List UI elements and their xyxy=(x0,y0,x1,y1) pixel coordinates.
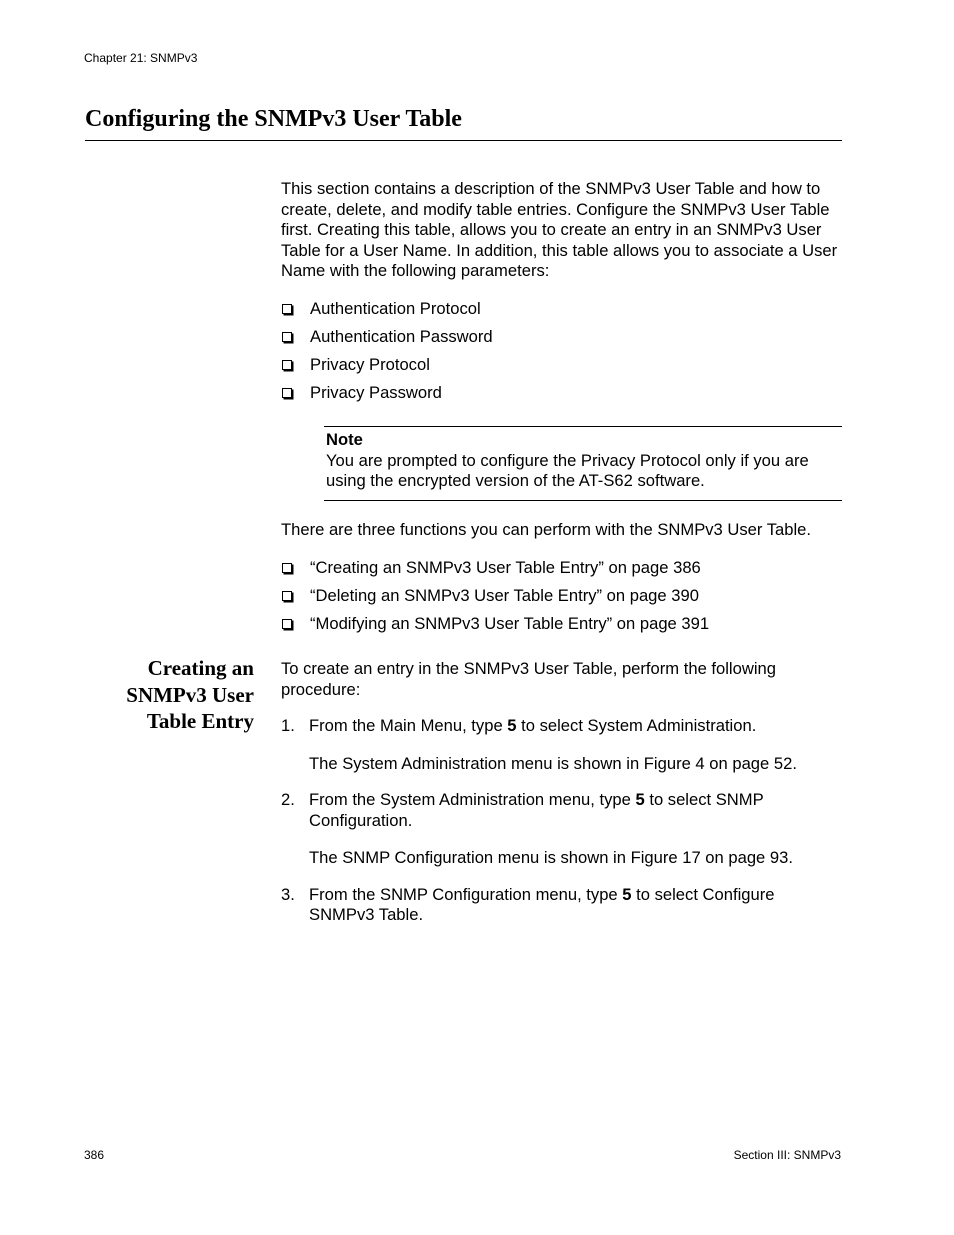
cross-reference-link[interactable]: “Creating an SNMPv3 User Table Entry” on page 386 xyxy=(310,557,701,577)
step-number: 3. xyxy=(281,884,295,904)
page-number: 386 xyxy=(84,1148,105,1162)
checkbox-bullet-icon xyxy=(282,332,292,342)
list-item: Authentication Password xyxy=(281,327,842,355)
procedure-step: 1. From the Main Menu, type 5 to select System Administration. xyxy=(281,716,757,735)
step-result: The System Administration menu is shown in Figure 4 on page 52. xyxy=(309,753,797,773)
procedure-step: 2. From the System Administration menu, type 5 to select SNMP Configuration. xyxy=(281,790,764,830)
creating-section xyxy=(281,659,842,926)
list-item: Privacy Protocol xyxy=(281,355,842,383)
procedure-step: 3. From the SNMP Configuration menu, type 5 to select Configure SNMPv3 Table. xyxy=(281,884,775,924)
checkbox-bullet-icon xyxy=(282,563,292,573)
running-head: Chapter 21: SNMPv3 xyxy=(84,51,198,65)
list-item xyxy=(281,614,842,642)
checkbox-bullet-icon xyxy=(282,591,292,601)
menu-key: 5 xyxy=(622,884,632,904)
note-text: You are prompted to configure the Privacy Protocol only if you are using the encrypted version of the AT-S62 software. xyxy=(326,450,809,490)
menu-key: 5 xyxy=(507,716,517,735)
title-rule xyxy=(85,140,842,141)
list-item xyxy=(281,586,842,614)
section-heading: Creating an SNMPv3 User Table Entry xyxy=(126,656,254,733)
step-result: The SNMP Configuration menu is shown in Figure 17 on page 93. xyxy=(309,848,793,867)
intro-section xyxy=(281,179,842,411)
list-item: Authentication Protocol xyxy=(281,299,842,327)
list-item: Privacy Password xyxy=(281,383,842,411)
cross-reference-link[interactable]: “Deleting an SNMPv3 User Table Entry” on page 390 xyxy=(310,585,699,605)
intro-paragraph: This section contains a description of the SNMPv3 User Table and how to create, delete, and modify table entries. Configure the SNMPv3 User Table first. Creating this table, allows you to create an entry in an SNMPv3 User Table for a User Name. In addition, this table allows you to associate a User Name with the following parameters: xyxy=(281,179,838,280)
checkbox-bullet-icon xyxy=(282,304,292,314)
procedure-steps xyxy=(281,716,842,926)
footer-section: Section III: SNMPv3 xyxy=(733,1148,841,1162)
list-item xyxy=(281,558,842,586)
checkbox-bullet-icon xyxy=(282,388,292,398)
step-number: 1. xyxy=(281,716,295,735)
creating-intro: To create an entry in the SNMPv3 User Table, perform the following procedure: xyxy=(281,659,776,699)
step-number: 2. xyxy=(281,790,295,809)
note-label: Note xyxy=(326,430,363,449)
note-box xyxy=(324,426,842,501)
parameter-list xyxy=(281,299,842,411)
functions-section xyxy=(281,520,842,642)
functions-list xyxy=(281,558,842,642)
checkbox-bullet-icon xyxy=(282,619,292,629)
menu-key: 5 xyxy=(635,790,645,809)
page-title: Configuring the SNMPv3 User Table xyxy=(85,106,462,132)
functions-intro: There are three functions you can perform with the SNMPv3 User Table. xyxy=(281,520,812,539)
cross-reference-link[interactable]: “Modifying an SNMPv3 User Table Entry” on page 391 xyxy=(310,613,710,633)
checkbox-bullet-icon xyxy=(282,360,292,370)
